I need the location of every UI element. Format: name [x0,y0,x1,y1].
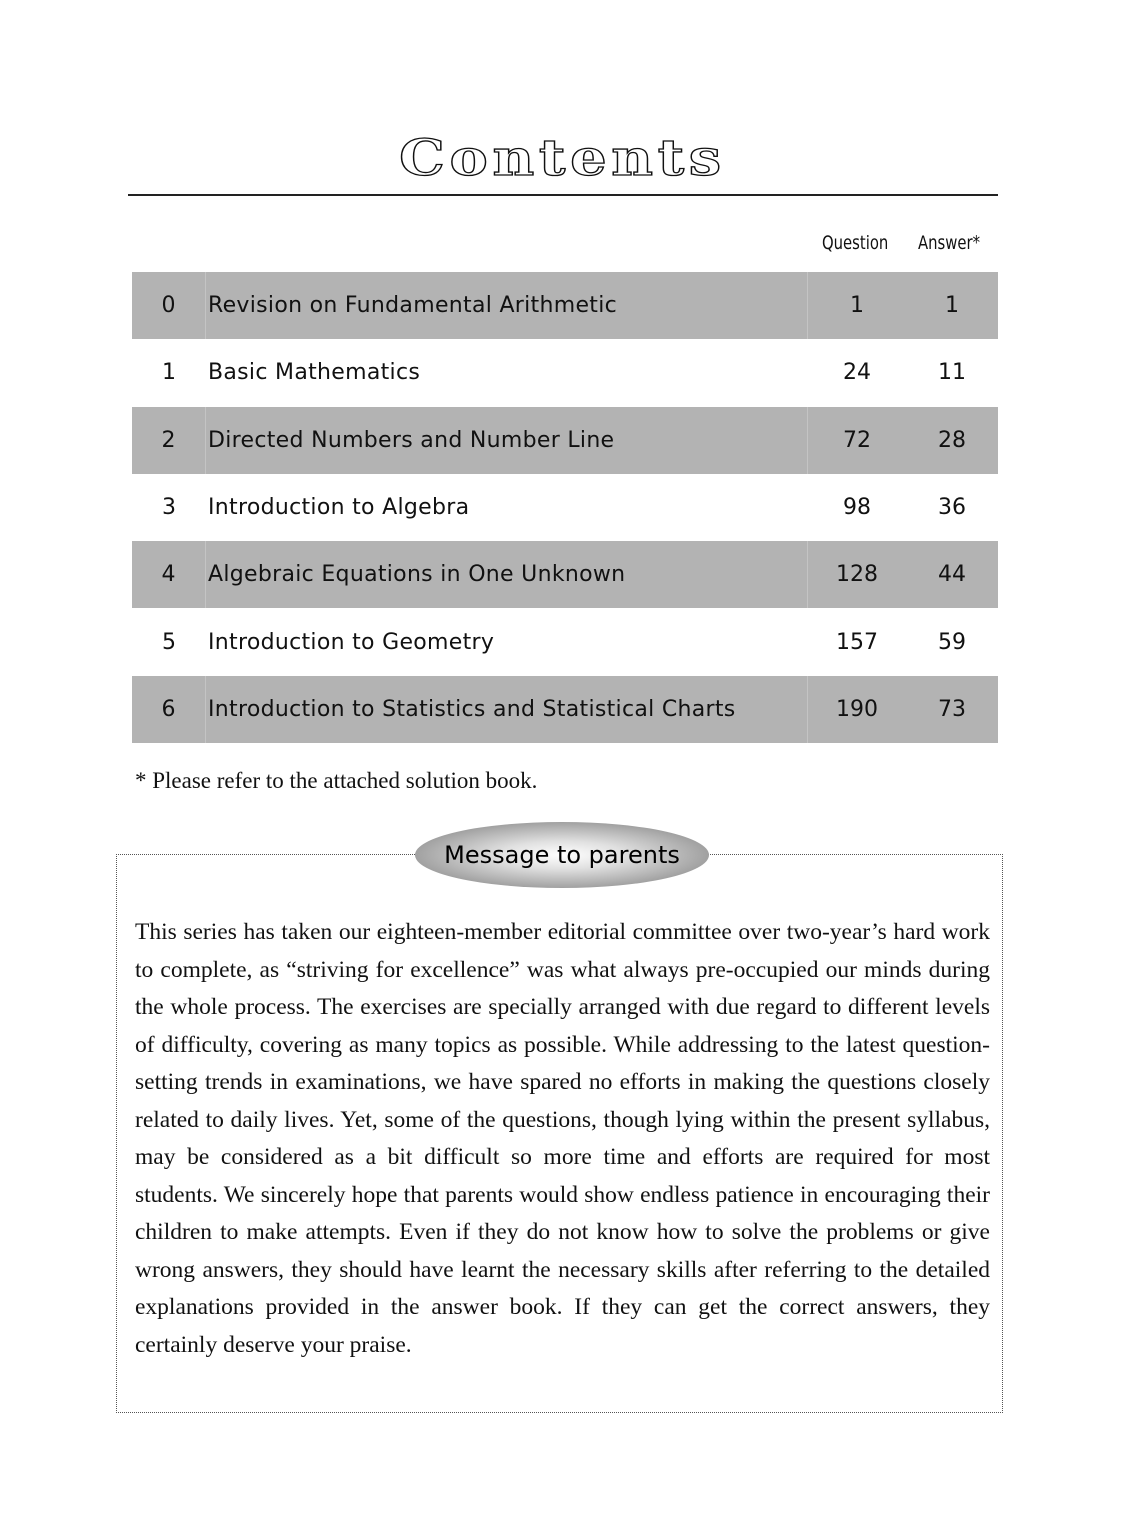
chapter-number: 5 [162,629,176,655]
chapter-title: Directed Numbers and Number Line [206,407,808,474]
question-page: 128 [836,562,878,588]
chapter-title: Basic Mathematics [208,360,421,386]
chapter-title: Revision on Fundamental Arithmetic [206,272,808,339]
chapter-title: Introduction to Algebra [208,495,470,521]
answer-page: 1 [945,293,959,319]
chapter-number: 1 [162,360,176,386]
answer-page: 73 [938,696,966,722]
contents-table [132,272,998,743]
answer-page: 28 [938,427,966,453]
column-header-answer: Answer* [918,232,980,254]
chapter-number: 2 [132,407,206,474]
chapter-number: 6 [132,676,206,743]
column-header-question: Question [822,232,889,254]
chapter-row[interactable] [132,407,998,474]
page-title: Contents [399,128,726,187]
question-page: 24 [843,360,871,386]
chapter-row[interactable] [132,339,998,406]
answer-page: 44 [938,562,966,588]
question-page: 1 [850,293,864,319]
footnote: * Please refer to the attached solution book. [135,768,538,793]
chapter-row[interactable] [132,541,998,608]
chapter-number: 3 [162,495,176,521]
chapter-row[interactable] [132,272,998,339]
chapter-row[interactable] [132,608,998,675]
message-heading-badge [415,822,709,888]
message-body: This series has taken our eighteen-member editorial committee over two-year’s hard work to complete, as “striving for excellence” was what always pre-occupied our minds during the whole process. The exercises are specially arranged with due regard to different levels of difficulty, covering as many topics as possible. While addressing to the latest question-setting trends in examinations, we have spared no efforts in making the questions closely related to daily lives. Yet, some of the questions, though lying within the present syllabus, may be considered as a bit difficult so more time and efforts are required for most students. We sincerely hope that parents would show endless patience in encouraging their children to make attempts. Even if they do not know how to solve the problems or give wrong answers, they should have learnt the necessary skills after referring to the detailed explanations provided in the answer book. If they can get the correct answers, they certainly deserve your praise. [135,919,990,1358]
question-page: 157 [836,629,878,655]
question-page: 98 [843,495,871,521]
chapter-title: Introduction to Geometry [208,629,495,655]
message-heading: Message to parents [444,841,680,869]
question-page: 190 [836,696,878,722]
answer-page: 59 [938,629,966,655]
chapter-title: Algebraic Equations in One Unknown [206,541,808,608]
question-page: 72 [843,427,871,453]
answer-page: 11 [938,360,966,386]
chapter-row[interactable] [132,474,998,541]
title-divider [128,194,998,196]
answer-page: 36 [938,495,966,521]
chapter-title: Introduction to Statistics and Statistical Charts [206,676,808,743]
chapter-row[interactable] [132,676,998,743]
chapter-number: 4 [132,541,206,608]
chapter-number: 0 [132,272,206,339]
